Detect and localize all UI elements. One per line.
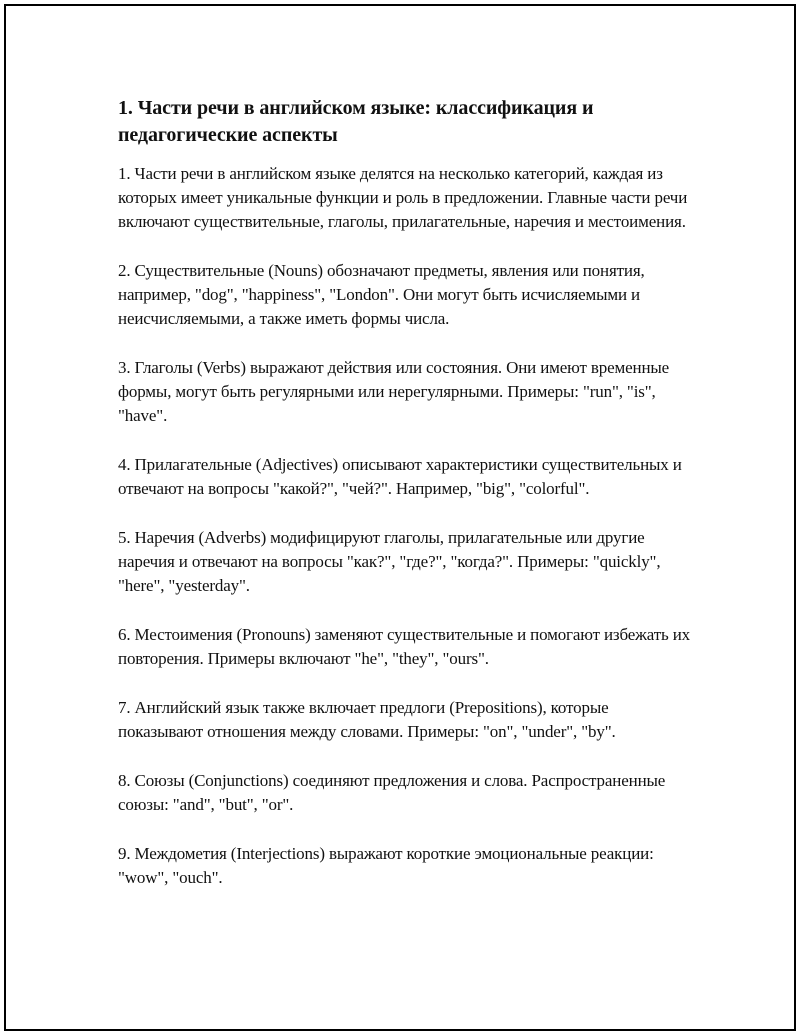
paragraph-interjections: 9. Междометия (Interjections) выражают короткие эмоциональные реакции: "wow", "ouch". bbox=[118, 844, 654, 887]
paragraph-nouns: 2. Существительные (Nouns) обозначают предметы, явления или понятия, например, "dog", "happiness", "London". Они могут быть исчисляемыми и неисчисляемыми, а также иметь формы числа. bbox=[118, 261, 645, 328]
paragraph-prepositions: 7. Английский язык также включает предлоги (Prepositions), которые показывают отношения между словами. Примеры: "on", "under", "by". bbox=[118, 698, 616, 741]
paragraph-conjunctions: 8. Союзы (Conjunctions) соединяют предложения и слова. Распространенные союзы: "and", "but", "or". bbox=[118, 771, 666, 814]
document-body bbox=[118, 95, 690, 915]
paragraph-adverbs: 5. Наречия (Adverbs) модифицируют глаголы, прилагательные или другие наречия и отвечают на вопросы "как?", "где?", "когда?". Примеры: "quickly", "here", "yesterday". bbox=[118, 528, 661, 595]
paragraph-adjectives: 4. Прилагательные (Adjectives) описывают характеристики существительных и отвечают на вопросы "какой?", "чей?". Например, "big", "colorful". bbox=[118, 455, 682, 498]
paragraph-intro: 1. Части речи в английском языке делятся на несколько категорий, каждая из которых имеет уникальные функции и роль в предложении. Главные части речи включают существительные, глаголы, прилагательные, наречия и местоимения. bbox=[118, 164, 688, 231]
paragraph-pronouns: 6. Местоимения (Pronouns) заменяют существительные и помогают избежать их повторения. Примеры включают "he", "they", "ours". bbox=[118, 625, 690, 668]
document-heading: 1. Части речи в английском языке: классификация и педагогические аспекты bbox=[118, 97, 594, 146]
paragraph-verbs: 3. Глаголы (Verbs) выражают действия или состояния. Они имеют временные формы, могут быть регулярными или нерегулярными. Примеры: "run", "is", "have". bbox=[118, 358, 670, 425]
